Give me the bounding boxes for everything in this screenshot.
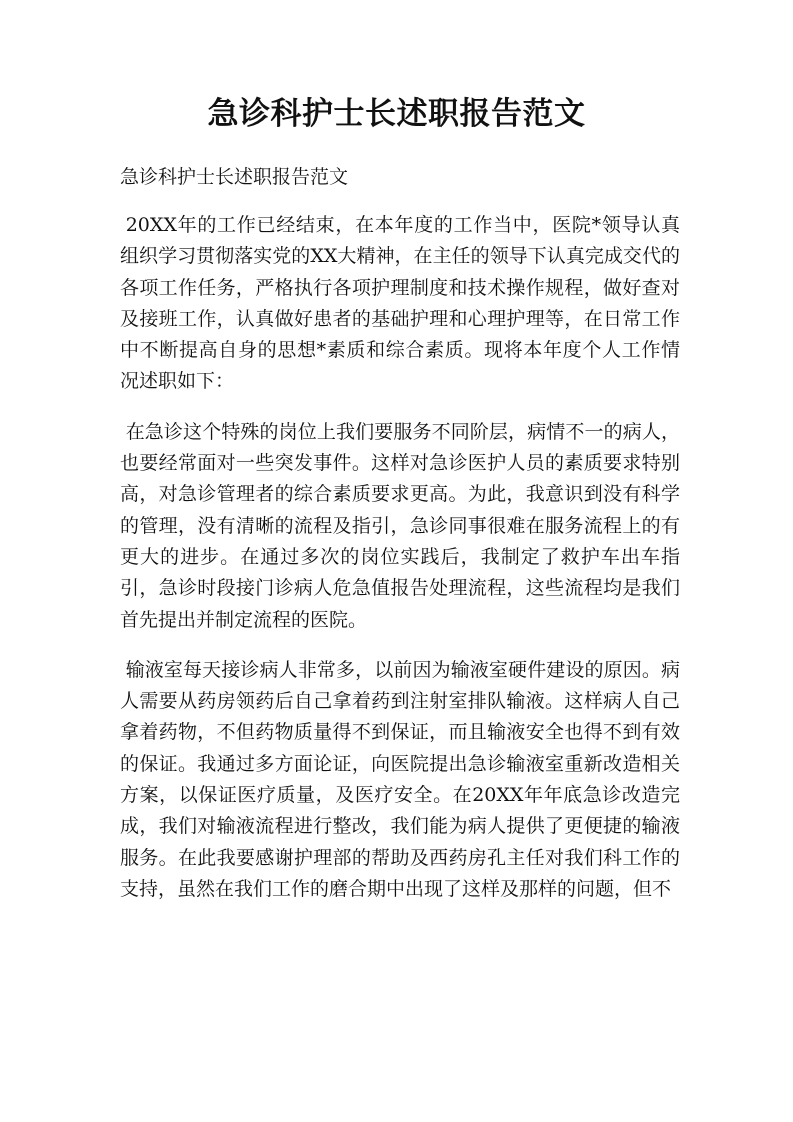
document-body — [120, 210, 680, 924]
body-paragraph: 20XX年的工作已经结束，在本年度的工作当中，医院*领导认真组织学习贯彻落实党的XX大精神，在主任的领导下认真完成交代的各项工作任务，严格执行各项护理制度和技术操作规程，做好查对及接班工作，认真做好患者的基础护理和心理护理等，在日常工作中不断提高自身的思想*素质和综合素质。现将本年度个人工作情况述职如下： — [120, 214, 680, 393]
document-title: 急诊科护士长述职报告范文 — [207, 96, 586, 132]
body-paragraph: 在急诊这个特殊的岗位上我们要服务不同阶层，病情不一的病人，也要经常面对一些突发事件。这样对急诊医护人员的素质要求特别高，对急诊管理者的综合素质要求更高。为此，我意识到没有科学的管理，没有清晰的流程及指引，急诊同事很难在服务流程上的有更大的进步。在通过多次的岗位实践后，我制定了救护车出车指引，急诊时段接门诊病人危急值报告处理流程，这些流程均是我们首先提出并制定流程的医院。 — [120, 420, 680, 631]
document-subtitle: 急诊科护士长述职报告范文 — [120, 166, 349, 188]
body-paragraph: 输液室每天接诊病人非常多，以前因为输液室硬件建设的原因。病人需要从药房领药后自己拿着药到注射室排队输液。这样病人自己拿着药物，不但药物质量得不到保证，而且输液安全也得不到有效的保证。我通过多方面论证，向医院提出急诊输液室重新改造相关方案，以保证医疗质量，及医疗安全。在20XX年年底急诊改造完成，我们对输液流程进行整改，我们能为病人提供了更便捷的输液服务。在此我要感谢护理部的帮助及西药房孔主任对我们科工作的支持，虽然在我们工作的磨合期中出现了这样及那样的问题，但不 — [120, 658, 680, 900]
